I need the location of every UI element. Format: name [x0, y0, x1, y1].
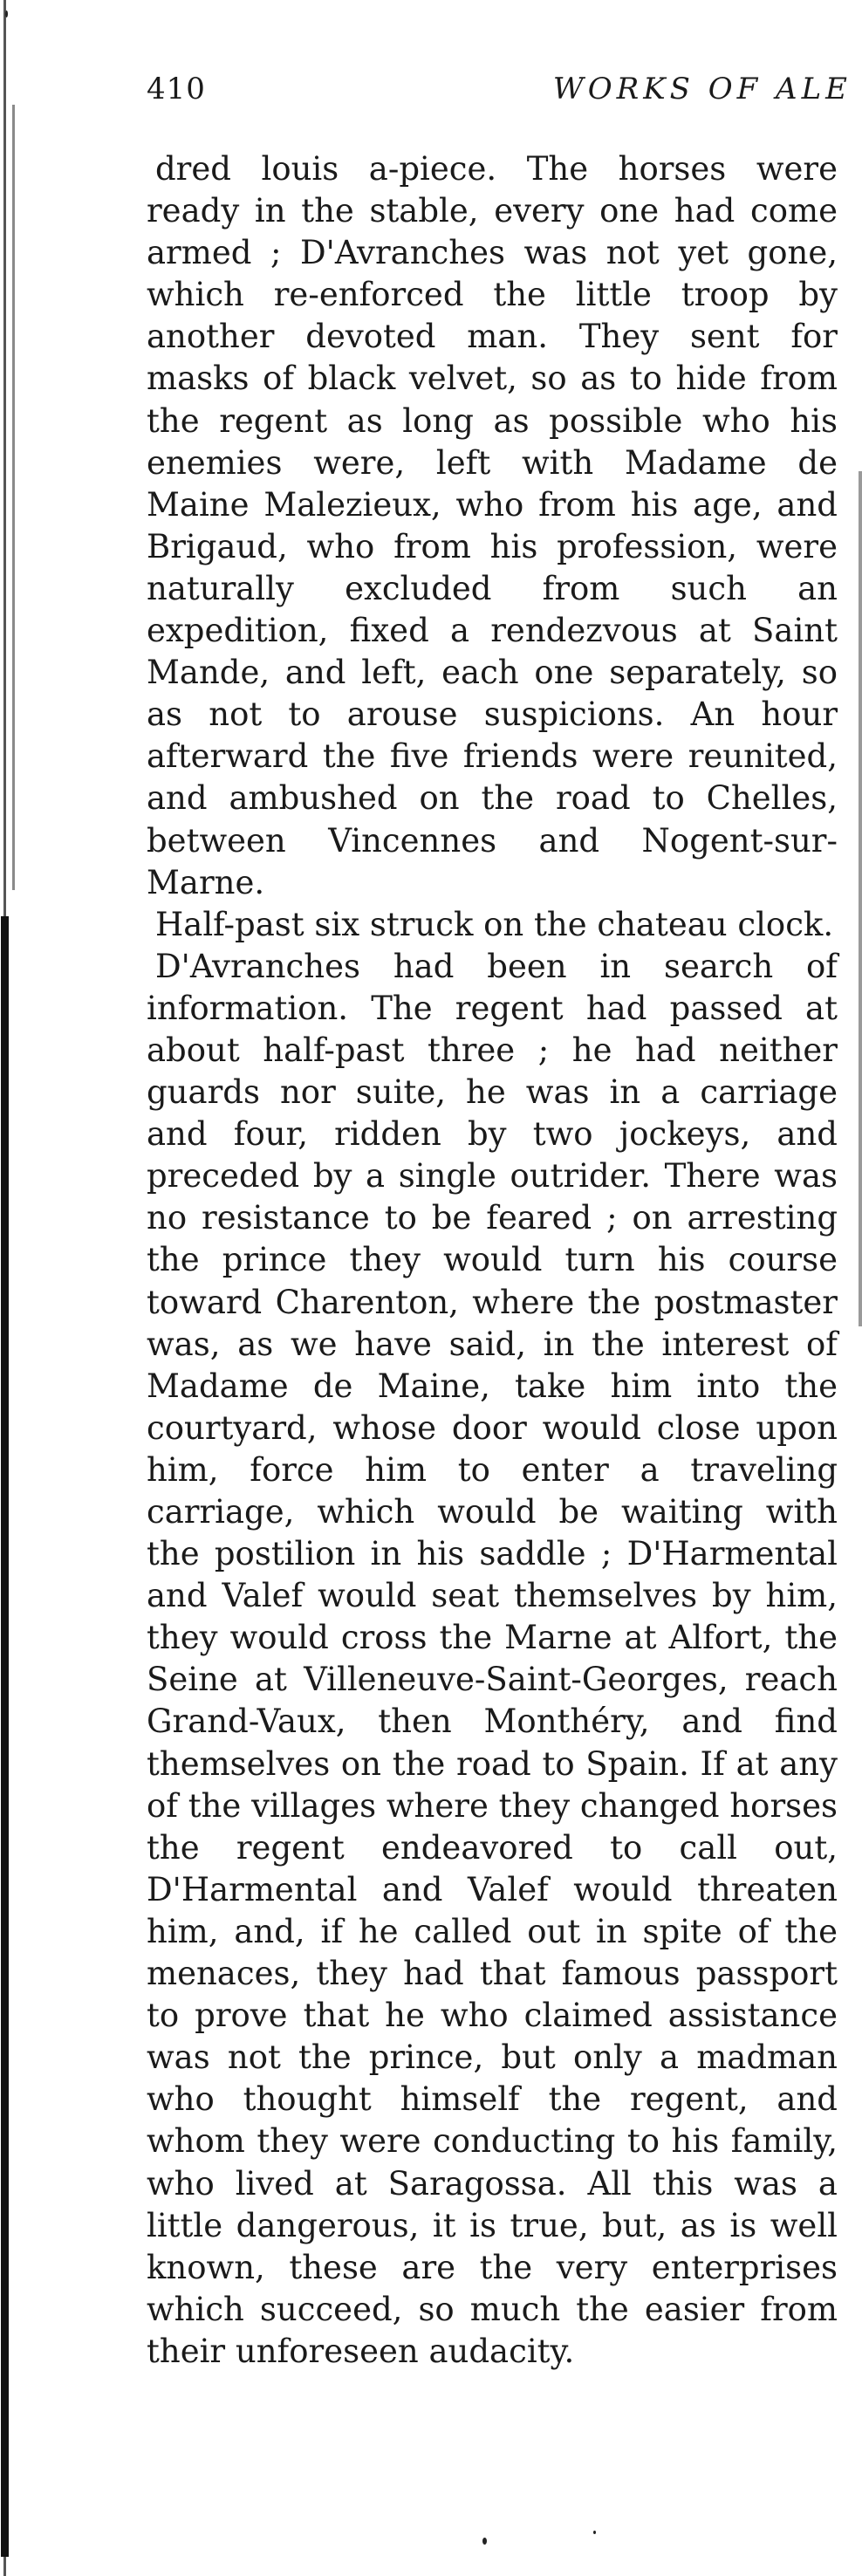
page-number: 410	[147, 72, 206, 106]
paragraph-3: D'Avranches had been in search of information. The regent had passed at about half-past three ; he had neither guards nor suite, he was in a carriage and four, ridden by two jockeys, and preceded by a single outrider. There was no resistance to be feared ; on arresting the prince they would turn his course toward Charenton, where the postmaster was, as we have said, in the interest of Madame de Maine, take him into the courtyard, whose door would close upon him, force him to enter a traveling carriage, which would be waiting with the postilion in his saddle ; D'Harmental and Valef would seat themselves by him, they would cross the Marne at Alfort, the Seine at Villeneuve-Saint-Georges, reach Grand-Vaux, then Monthéry, and find themselves on the road to Spain. If at any of the villages where they changed horses the regent endeavored to call out, D'Harmental and Valef would threaten him, and, if he called out in spite of the menaces, they had that famous passport to prove that he who claimed assistance was not the prince, but only a madman who thought himself the regent, and whom they were conducting to his family, who lived at Saragossa. All this was a little dangerous, it is true, but, as is well known, these are the very enterprises which succeed, so much the easier from their unforeseen audacity.	[147, 947, 838, 2370]
page-header	[147, 72, 862, 124]
right-margin-line	[859, 471, 862, 1326]
page-edge-binding	[1, 916, 9, 2557]
print-speck	[5, 10, 8, 17]
paragraph-2: Half-past six struck on the chateau clock.	[155, 905, 834, 943]
body-text	[147, 148, 838, 2373]
paragraph-1: dred louis a-piece. The horses were ready in the stable, every one had come armed ; D'Avranches was not yet gone, which re-enforced the little troop by another devoted man. They sent for masks of black velvet, so as to hide from the regent as long as possible who his enemies were, left with Madame de Maine Malezieux, who from his age, and Brigaud, who from his profession, were naturally excluded from such an expedition, fixed a rendezvous at Saint Mande, and left, each one separately, so as not to arouse suspicions. An hour afterward the five friends were reunited, and ambushed on the road to Chelles, between Vincennes and Nogent-sur-Marne.	[147, 150, 838, 901]
page-edge-line	[12, 105, 15, 890]
print-speck	[593, 2531, 596, 2534]
running-title: WORKS OF ALE	[552, 72, 852, 106]
print-speck	[482, 2538, 487, 2545]
